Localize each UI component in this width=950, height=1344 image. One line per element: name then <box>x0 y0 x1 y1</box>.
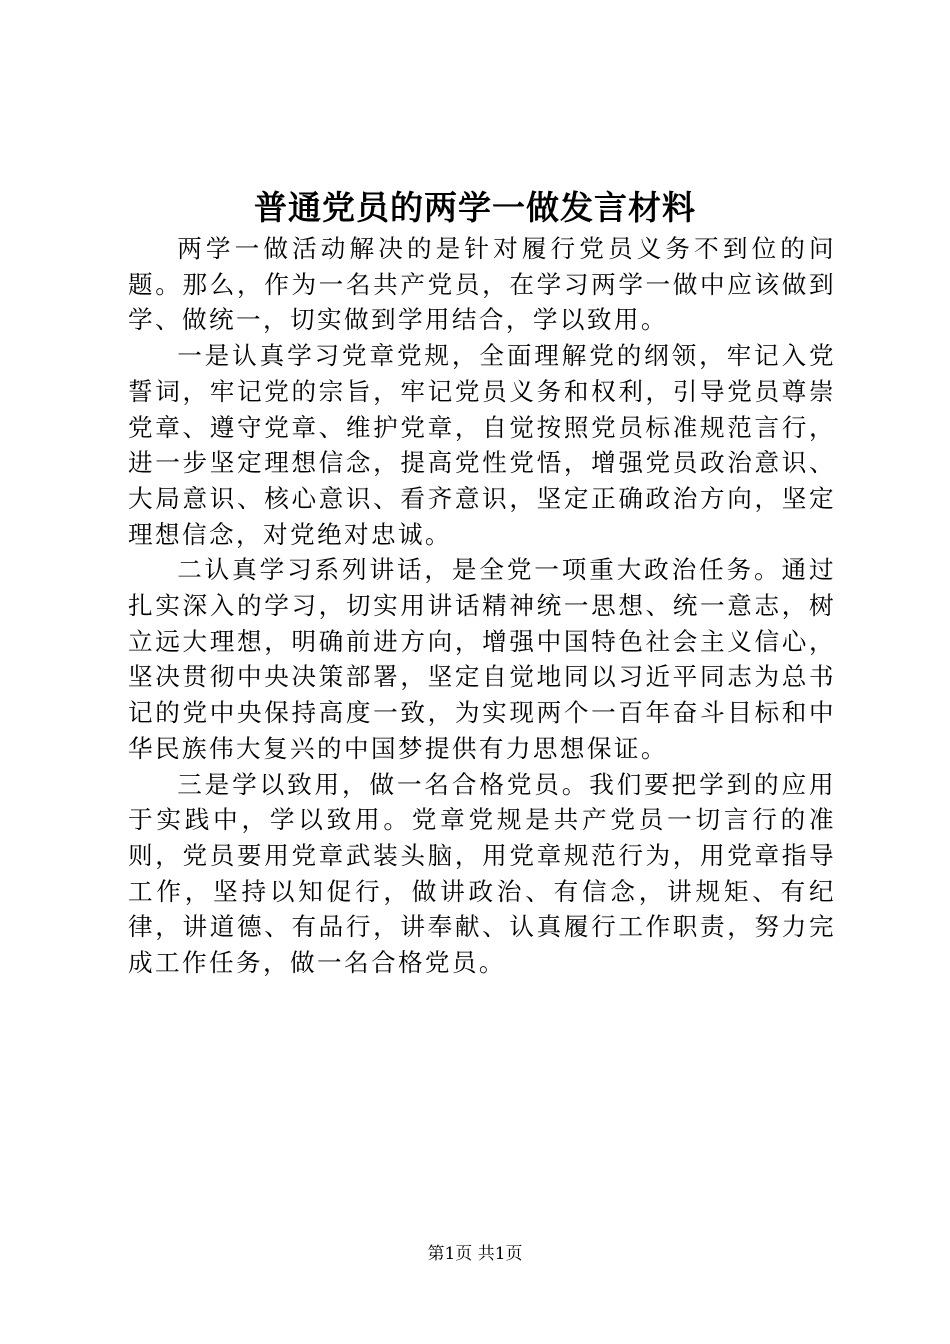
paragraph-intro: 两学一做活动解决的是针对履行党员义务不到位的问题。那么，作为一名共产党员，在学习两学一做中应该做到学、做统一，切实做到学用结合，学以致用。 <box>128 234 836 335</box>
paragraph-point-one: 一是认真学习党章党规，全面理解党的纲领，牢记入党誓词，牢记党的宗旨，牢记党员义务和权利，引导党员尊崇党章、遵守党章、维护党章，自觉按照党员标准规范言行，进一步坚定理想信念，提高党性党悟，增强党员政治意识、大局意识、核心意识、看齐意识，坚定正确政治方向，坚定理想信念，对党绝对忠诚。 <box>128 341 836 549</box>
paragraph-point-two: 二认真学习系列讲话，是全党一项重大政治任务。通过扎实深入的学习，切实用讲话精神统一思想、统一意志，树立远大理想，明确前进方向，增强中国特色社会主义信心，坚决贯彻中央决策部署，坚定自觉地同以习近平同志为总书记的党中央保持高度一致，为实现两个一百年奋斗目标和中华民族伟大复兴的中国梦提供有力思想保证。 <box>128 555 836 763</box>
document-body <box>128 231 836 981</box>
document-title: 普通党员的两学一做发言材料 <box>254 188 696 227</box>
page-footer: 第1页 共1页 <box>427 1244 523 1264</box>
paragraph-point-three: 三是学以致用，做一名合格党员。我们要把学到的应用于实践中，学以致用。党章党规是共产党员一切言行的准则，党员要用党章武装头脑，用党章规范行为，用党章指导工作，坚持以知促行，做讲政治、有信念，讲规矩、有纪律，讲道德、有品行，讲奉献、认真履行工作职责，努力完成工作任务，做一名合格党员。 <box>128 769 836 978</box>
